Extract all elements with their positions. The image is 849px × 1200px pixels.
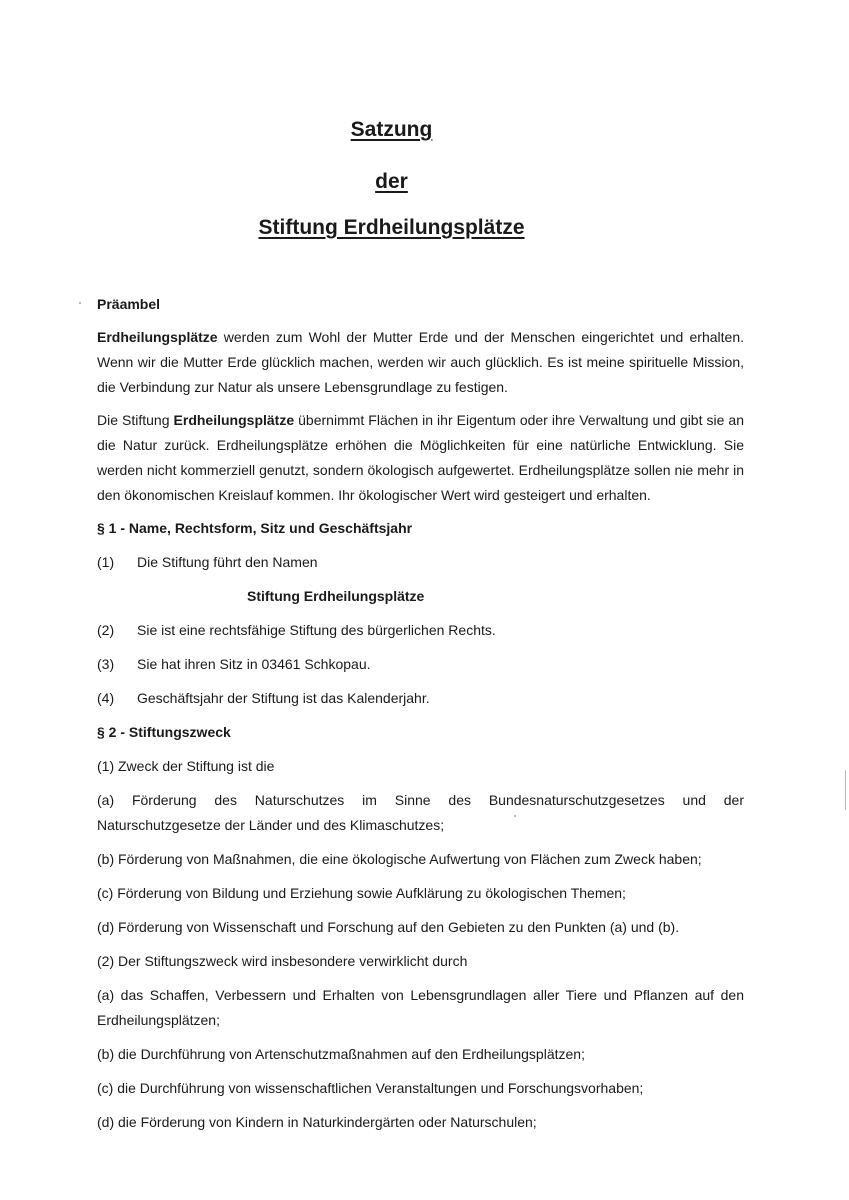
preamble-p1-bold: Erdheilungsplätze [97,329,218,345]
title-line-satzung: Satzung [350,118,433,141]
item-text: Sie hat ihren Sitz in 03461 Schkopau. [137,656,371,672]
preamble-p2-text: übernimmt Flächen in ihr Eigentum oder ihre Verwaltung und gibt sie an die Natur zurück. Erdheilungsplätze erhöhen die Möglichkeiten für eine natürliche Entwicklung. Sie werden nicht kommerziell genutzt, sondern ökologisch aufgewertet. Erdheilungsplätze sollen nie mehr in den ökonomischen Kreislauf kommen. Ihr ökologischer Wert wird gesteigert und erhalten. [97,412,745,503]
document-body [97,292,744,1135]
item-number: (3) [97,656,115,672]
item-text: Sie ist eine rechtsfähige Stiftung des bürgerlichen Rechts. [137,622,496,638]
title-line-stiftung: Stiftung Erdheilungsplätze [258,216,525,239]
section-1-item [97,550,744,575]
section-2-intro-2: (2) Der Stiftungszweck wird insbesondere verwirklicht durch [97,953,468,969]
item-number: (4) [97,690,115,706]
purpose-item: (b) Förderung von Maßnahmen, die eine ökologische Aufwertung von Flächen zum Zweck haben; [97,851,702,867]
section-1-item [97,686,744,711]
measure-item: (b) die Durchführung von Artenschutzmaßnahmen auf den Erdheilungsplätzen; [97,1046,585,1062]
preamble-heading: Präambel [97,296,161,312]
item-text: Die Stiftung führt den Namen [137,554,318,570]
item-text: Geschäftsjahr der Stiftung ist das Kalenderjahr. [137,690,430,706]
measure-item: (d) die Förderung von Kindern in Naturkindergärten oder Naturschulen; [97,1114,537,1130]
foundation-name: Stiftung Erdheilungsplätze [247,588,425,604]
item-number: (2) [97,622,115,638]
preamble-p2-start: Die Stiftung [97,412,174,428]
section-2-heading: § 2 - Stiftungszweck [97,724,231,740]
section-2-intro-1: (1) Zweck der Stiftung ist die [97,758,275,774]
preamble-paragraph-1 [97,325,744,400]
measure-item: (c) die Durchführung von wissenschaftlichen Veranstaltungen und Forschungsvorhaben; [97,1080,644,1096]
section-1-heading: § 1 - Name, Rechtsform, Sitz und Geschäftsjahr [97,520,413,536]
item-number: (1) [97,554,115,570]
section-1-item [97,652,744,677]
preamble-paragraph-2 [97,408,744,508]
section-1-item [97,618,744,643]
title-line-der: der [375,170,408,193]
preamble-p1-text: werden zum Wohl der Mutter Erde und der Menschen eingerichtet und erhalten. Wenn wir die Mutter Erde glücklich machen, werden wir auch glücklich. Es ist meine spirituelle Mission, die Verbindung zur Natur als unsere Lebensgrundlage zu festigen. [97,329,744,395]
purpose-item: (a) Förderung des Naturschutzes im Sinne des Bundesnaturschutzgesetzes und der Naturschutzgesetze der Länder und des Klimaschutzes; [97,792,744,833]
preamble-p2-bold: Erdheilungsplätze [173,412,295,428]
scan-speck [79,302,81,304]
scan-speck [514,815,516,817]
scan-speck [845,770,846,810]
measure-item: (a) das Schaffen, Verbessern und Erhalten von Lebensgrundlagen aller Tiere und Pflanzen auf den Erdheilungsplätzen; [97,987,744,1028]
purpose-item: (c) Förderung von Bildung und Erziehung sowie Aufklärung zu ökologischen Themen; [97,885,626,901]
purpose-item: (d) Förderung von Wissenschaft und Forschung auf den Gebieten zu den Punkten (a) und (b). [97,919,680,935]
